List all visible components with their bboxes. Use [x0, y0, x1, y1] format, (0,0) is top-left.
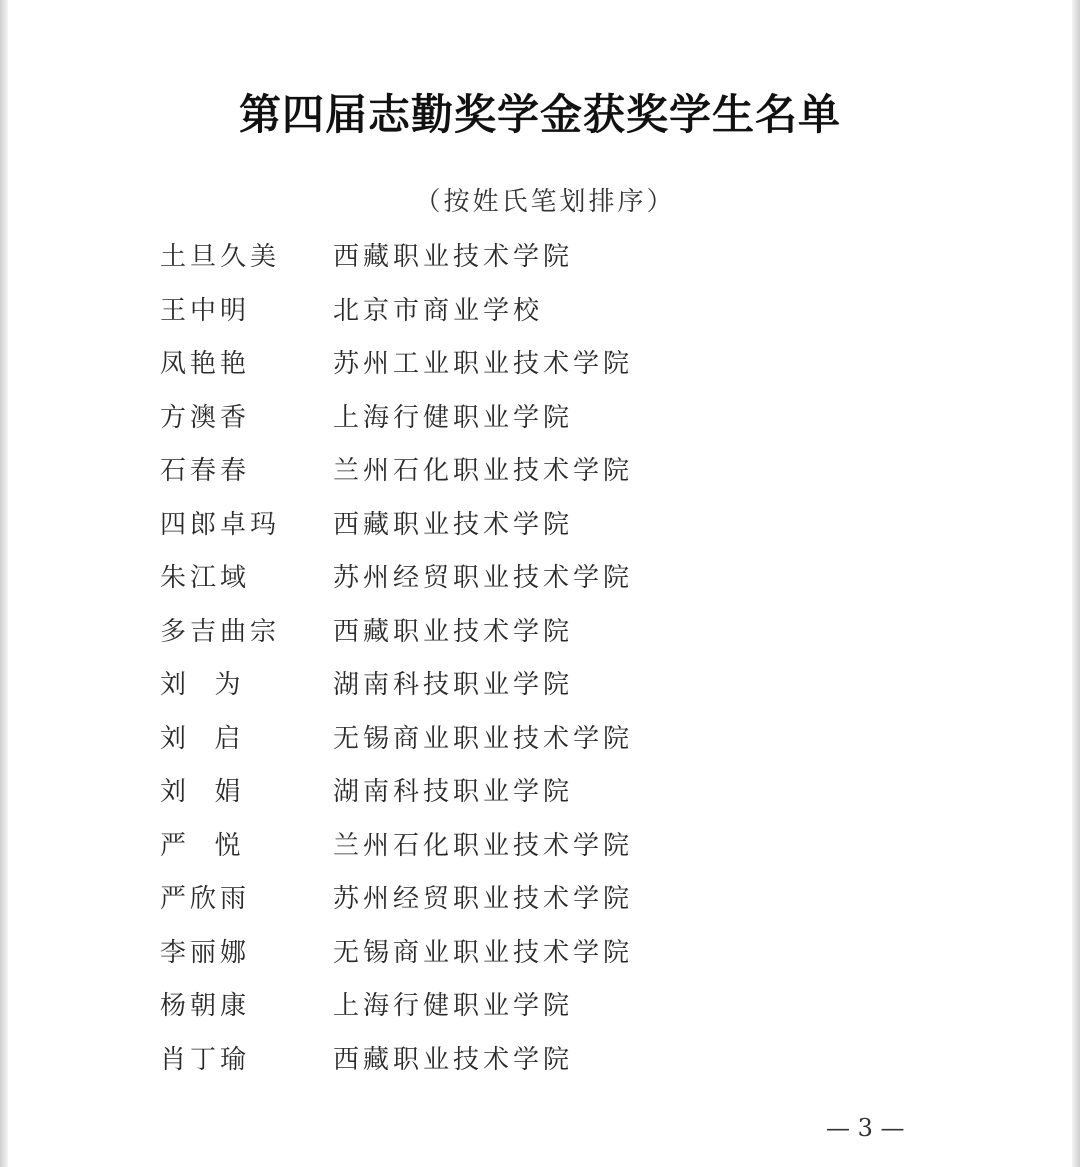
- list-item: [160, 763, 780, 817]
- student-name: 土旦久美: [160, 242, 281, 273]
- student-name: 石春春: [160, 456, 251, 487]
- sort-note: （按姓氏笔划排序）: [414, 187, 676, 217]
- student-name: 李丽娜: [160, 937, 251, 968]
- student-school: 北京市商业学校: [333, 295, 544, 326]
- list-item: [160, 817, 780, 871]
- list-item: [160, 389, 780, 443]
- student-school: 无锡商业职业技术学院: [333, 723, 634, 754]
- list-item: [160, 1031, 780, 1085]
- student-name: 凤艳艳: [160, 349, 251, 380]
- list-item: [160, 442, 780, 496]
- list-item: [160, 335, 780, 389]
- list-item: [160, 656, 780, 710]
- student-list: [160, 228, 780, 1084]
- list-item: [160, 549, 780, 603]
- student-name: 严 悦: [160, 830, 245, 861]
- list-item: [160, 496, 780, 550]
- student-name: 多吉曲宗: [160, 616, 281, 647]
- student-school: 苏州经贸职业技术学院: [333, 884, 634, 915]
- student-school: 西藏职业技术学院: [333, 242, 574, 273]
- student-school: 苏州工业职业技术学院: [333, 349, 634, 380]
- list-item: [160, 870, 780, 924]
- student-school: 西藏职业技术学院: [333, 616, 574, 647]
- student-school: 苏州经贸职业技术学院: [333, 563, 634, 594]
- student-school: 上海行健职业学院: [333, 402, 574, 433]
- page-number: — 3 —: [826, 1114, 905, 1142]
- student-school: 兰州石化职业技术学院: [333, 830, 634, 861]
- student-name: 方澳香: [160, 402, 251, 433]
- student-name: 朱江域: [160, 563, 251, 594]
- student-school: 西藏职业技术学院: [333, 1044, 574, 1075]
- page-edge-right: [1072, 0, 1080, 1167]
- student-name: 刘 启: [160, 723, 245, 754]
- student-school: 兰州石化职业技术学院: [333, 456, 634, 487]
- list-item: [160, 710, 780, 764]
- student-name: 杨朝康: [160, 991, 251, 1022]
- student-name: 刘 娟: [160, 777, 245, 808]
- list-item: [160, 228, 780, 282]
- list-item: [160, 977, 780, 1031]
- student-name: 四郎卓玛: [160, 509, 281, 540]
- student-name: 刘 为: [160, 670, 245, 701]
- student-name: 严欣雨: [160, 884, 251, 915]
- page-edge-left: [0, 0, 8, 1167]
- student-school: 湖南科技职业学院: [333, 670, 574, 701]
- student-school: 上海行健职业学院: [333, 991, 574, 1022]
- list-item: [160, 282, 780, 336]
- list-item: [160, 603, 780, 657]
- list-item: [160, 924, 780, 978]
- student-name: 肖丁瑜: [160, 1044, 251, 1075]
- student-school: 西藏职业技术学院: [333, 509, 574, 540]
- student-school: 湖南科技职业学院: [333, 777, 574, 808]
- document-title: 第四届志勤奖学金获奖学生名单: [238, 90, 841, 139]
- student-name: 王中明: [160, 295, 251, 326]
- student-school: 无锡商业职业技术学院: [333, 937, 634, 968]
